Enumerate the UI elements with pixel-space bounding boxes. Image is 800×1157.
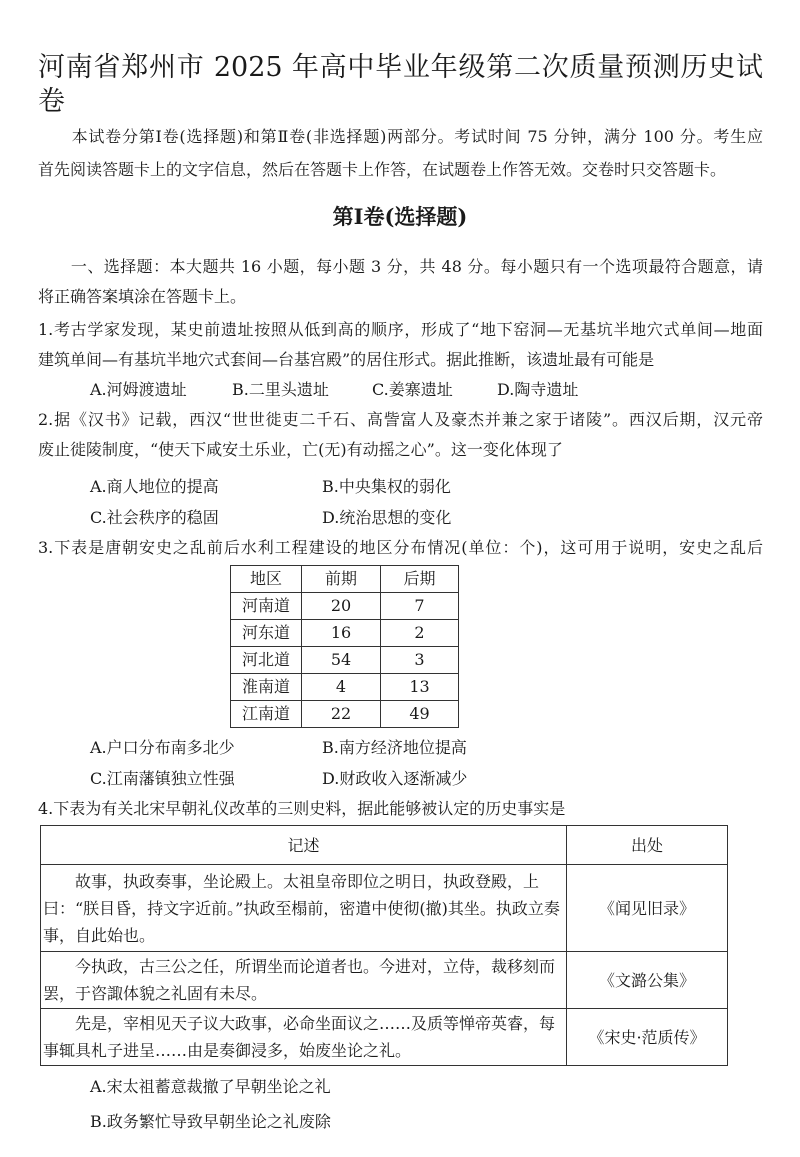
table-cell: 《闻见旧录》 — [567, 865, 728, 952]
q2-option-c: C.社会秩序的稳固 — [90, 508, 219, 527]
exam-title: 河南省郑州市 2025 年高中毕业年级第二次质量预测历史试卷 — [38, 52, 763, 117]
table-cell: 今执政，古三公之任，所谓坐而论道者也。今进对，立侍，裁移刻而罢，于咨諏体貌之礼固有未尽。 — [41, 952, 567, 1009]
table-cell: 故事，执政奏事，坐论殿上。太祖皇帝即位之明日，执政登殿，上曰：“朕目昏，持文字近前。”执政至榻前，密遣中使彻(撤)其坐。执政立奏事，自此始也。 — [41, 865, 567, 952]
table-cell: 《宋史·范质传》 — [567, 1009, 728, 1066]
q3-option-a: A.户口分布南多北少 — [90, 738, 235, 757]
q4-option-b: B.政务繁忙导致早朝坐论之礼废除 — [90, 1112, 331, 1131]
q1-stem: 1.考古学家发现，某史前遗址按照从低到高的顺序，形成了“地下窑洞—无基坑半地穴式单间—地面 — [38, 320, 763, 339]
section-title: 第Ⅰ卷(选择题) — [332, 204, 468, 229]
table-row — [41, 865, 728, 952]
table-cell: 淮南道 — [231, 674, 302, 701]
table-row — [231, 620, 459, 647]
table-cell: 3 — [381, 647, 459, 674]
table-cell: 20 — [302, 593, 381, 620]
table-row — [231, 647, 459, 674]
q2-options-row — [38, 503, 763, 533]
q1-option-a: A.河姆渡遗址 — [90, 380, 187, 399]
q4-table — [40, 825, 728, 1066]
table-cell: 13 — [381, 674, 459, 701]
q4-option-a: A.宋太祖蓄意裁撤了早朝坐论之礼 — [90, 1077, 331, 1096]
table-cell: 7 — [381, 593, 459, 620]
table-header-row — [231, 566, 459, 593]
section-intro-line: 一、选择题：本大题共 16 小题，每小题 3 分，共 48 分。每小题只有一个选项最符合题意，请 — [38, 257, 763, 276]
table-header: 后期 — [381, 566, 459, 593]
q4-stem: 4.下表为有关北宋早朝礼仪改革的三则史料，据此能够被认定的历史事实是 — [38, 799, 566, 818]
q1-options — [38, 375, 763, 405]
q3-table — [230, 565, 459, 728]
table-cell: 49 — [381, 701, 459, 728]
q3-option-d: D.财政收入逐渐减少 — [322, 769, 468, 788]
table-cell: 22 — [302, 701, 381, 728]
table-header: 记述 — [41, 826, 567, 865]
table-header-row — [41, 826, 728, 865]
section-intro-line: 将正确答案填涂在答题卡上。 — [38, 287, 247, 306]
table-cell: 先是，宰相见天子议大政事，必命坐面议之……及质等惮帝英睿，每事辄具札子进呈……由是奏御浸多，始废坐论之礼。 — [41, 1009, 567, 1066]
instructions-line: 本试卷分第Ⅰ卷(选择题)和第Ⅱ卷(非选择题)两部分。考试时间 75 分钟，满分 100 分。考生应 — [38, 127, 763, 146]
q2-option-d: D.统治思想的变化 — [322, 508, 452, 527]
q3-option-c: C.江南藩镇独立性强 — [90, 769, 235, 788]
q4-options-row — [38, 1072, 763, 1102]
table-row — [41, 952, 728, 1009]
table-cell: 2 — [381, 620, 459, 647]
q4-options-row — [38, 1107, 763, 1137]
q2-option-b: B.中央集权的弱化 — [322, 477, 451, 496]
table-header: 出处 — [567, 826, 728, 865]
table-row — [41, 1009, 728, 1066]
q1-option-d: D.陶寺遗址 — [497, 380, 579, 399]
table-cell: 河北道 — [231, 647, 302, 674]
table-cell: 16 — [302, 620, 381, 647]
table-cell: 4 — [302, 674, 381, 701]
table-cell: 54 — [302, 647, 381, 674]
q2-option-a: A.商人地位的提高 — [90, 477, 219, 496]
table-header: 前期 — [302, 566, 381, 593]
table-header: 地区 — [231, 566, 302, 593]
table-cell: 《文潞公集》 — [567, 952, 728, 1009]
table-cell: 江南道 — [231, 701, 302, 728]
q2-options-row — [38, 472, 763, 502]
table-row — [231, 701, 459, 728]
q3-option-b: B.南方经济地位提高 — [322, 738, 467, 757]
q2-stem: 2.据《汉书》记载，西汉“世世徙吏二千石、高訾富人及豪杰并兼之家于诸陵”。西汉后期，汉元帝 — [38, 410, 763, 429]
table-row — [231, 593, 459, 620]
q3-options-row — [38, 733, 763, 763]
table-cell: 河东道 — [231, 620, 302, 647]
q3-options-row — [38, 764, 763, 794]
table-cell: 河南道 — [231, 593, 302, 620]
q1-option-c: C.姜寨遗址 — [372, 380, 453, 399]
instructions-line: 首先阅读答题卡上的文字信息，然后在答题卡上作答，在试题卷上作答无效。交卷时只交答题卡。 — [38, 160, 727, 179]
q1-stem: 建筑单间—有基坑半地穴式套间—台基宫殿”的居住形式。据此推断，该遗址最有可能是 — [38, 350, 655, 369]
table-row — [231, 674, 459, 701]
q3-stem: 3.下表是唐朝安史之乱前后水利工程建设的地区分布情况(单位：个)，这可用于说明，安史之乱后 — [38, 538, 763, 557]
q2-stem: 废止徙陵制度，“使天下咸安土乐业，亡(无)有动摇之心”。这一变化体现了 — [38, 440, 563, 459]
q1-option-b: B.二里头遗址 — [232, 380, 329, 399]
